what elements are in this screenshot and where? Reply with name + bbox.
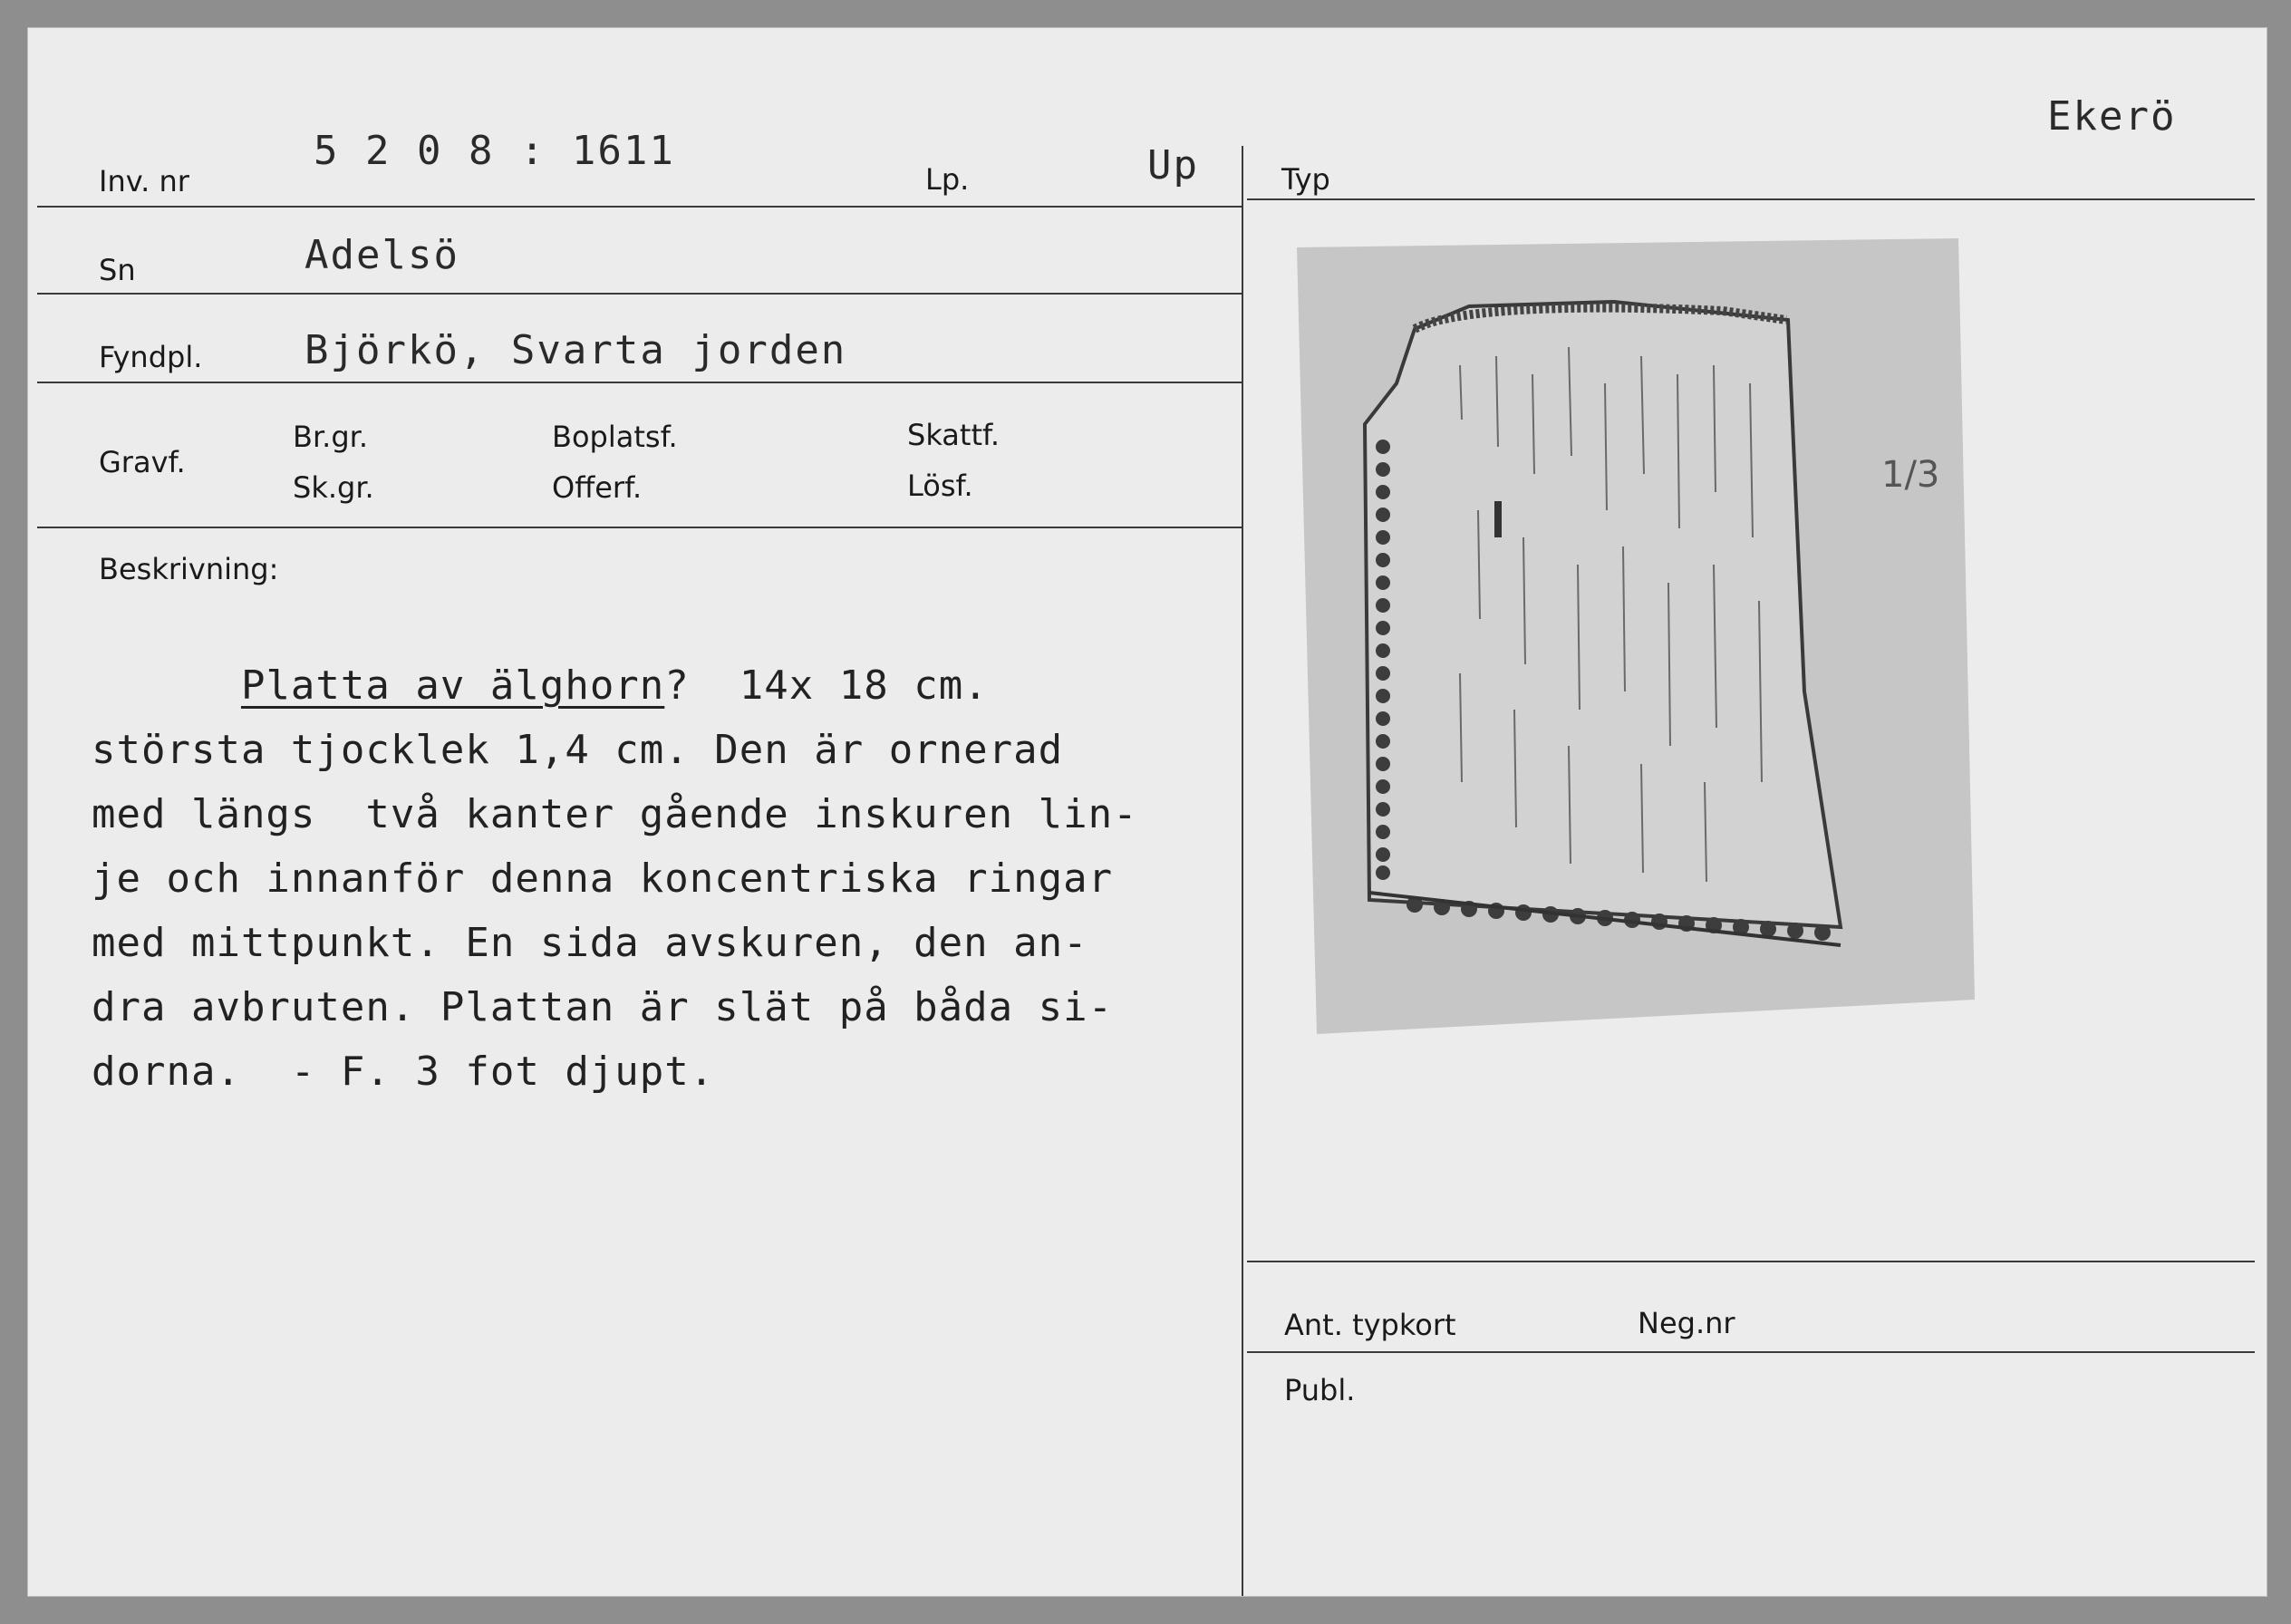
typ-label: Typ — [1281, 162, 1330, 197]
artifact-photo — [1297, 238, 1977, 1034]
skgr-label: Sk.gr. — [293, 470, 374, 505]
divider-footer-mid — [1247, 1351, 2255, 1353]
harad-value: Ekerö — [2047, 93, 2177, 140]
divider-fyndpl — [37, 382, 1242, 383]
divider-gravf — [37, 527, 1242, 528]
brgr-label: Br.gr. — [293, 420, 369, 454]
divider-footer-top — [1247, 1261, 2255, 1262]
skattf-label: Skattf. — [907, 418, 1000, 452]
beskrivning-label: Beskrivning: — [99, 552, 279, 586]
lp-label: Lp. — [925, 162, 970, 197]
publ-label: Publ. — [1284, 1373, 1356, 1407]
boplatsf-label: Boplatsf. — [552, 420, 678, 454]
description-line — [92, 653, 1261, 718]
description-title-after: ? 14x 18 cm. — [664, 662, 989, 709]
description-line: med längs två kanter gående inskuren lin- — [92, 791, 1138, 837]
description-text — [92, 653, 1261, 1104]
scale-note: 1/3 — [1881, 454, 1940, 496]
sn-value: Adelsö — [304, 232, 459, 278]
description-line: dra avbruten. Plattan är slät på båda si- — [92, 984, 1114, 1030]
divider-header — [37, 206, 1242, 208]
offerf-label: Offerf. — [552, 470, 643, 505]
fyndpl-label: Fyndpl. — [99, 340, 203, 374]
divider-header-right — [1247, 198, 2255, 200]
description-line: je och innanför denna koncentriska ringar — [92, 856, 1114, 902]
catalogue-card — [27, 27, 2267, 1597]
landskap-value: Up — [1147, 142, 1199, 188]
neg-nr-label: Neg.nr — [1638, 1306, 1735, 1340]
description-title: Platta av älghorn — [240, 662, 665, 709]
description-line: största tjocklek 1,4 cm. Den är ornerad — [92, 727, 1064, 773]
description-line: dorna. - F. 3 fot djupt. — [92, 1049, 715, 1095]
inv-nr-label: Inv. nr — [99, 164, 189, 198]
inv-nr-value: 5 2 0 8 : 1611 — [314, 128, 675, 174]
divider-sn — [37, 293, 1242, 295]
ant-typkort-label: Ant. typkort — [1284, 1308, 1456, 1342]
description-line: med mittpunkt. En sida avskuren, den an- — [92, 920, 1088, 966]
losf-label: Lösf. — [907, 469, 973, 503]
gravf-label: Gravf. — [99, 445, 186, 479]
sn-label: Sn — [99, 253, 136, 287]
fyndpl-value: Björkö, Svarta jorden — [304, 327, 847, 373]
